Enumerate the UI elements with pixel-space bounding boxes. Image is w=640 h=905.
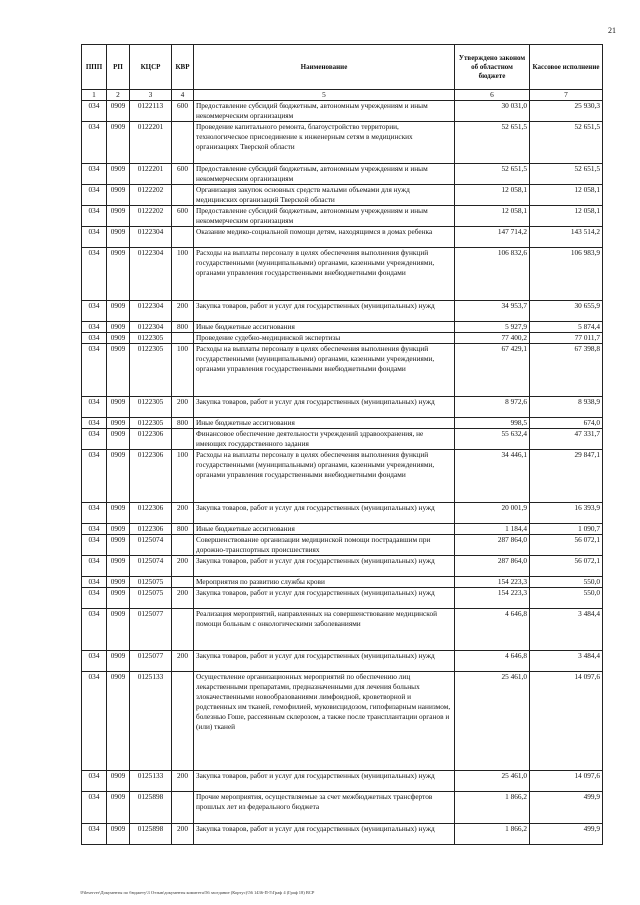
cell-approved: 12 058,1: [455, 185, 530, 206]
cell-ppp: 034: [82, 771, 107, 792]
cell-kvr: 200: [172, 771, 194, 792]
cell-rz: 0909: [107, 397, 130, 418]
cell-executed: 29 847,1: [530, 450, 603, 503]
cell-name: Мероприятия по развитию службы крови: [194, 577, 455, 588]
table-row: [82, 101, 603, 122]
cell-kcsr: 0122202: [130, 185, 172, 206]
cell-ppp: 034: [82, 503, 107, 524]
cell-kcsr: 0122304: [130, 322, 172, 333]
cell-kvr: 600: [172, 164, 194, 185]
cell-rz: 0909: [107, 344, 130, 397]
cell-executed: 67 398,8: [530, 344, 603, 397]
cell-rz: 0909: [107, 450, 130, 503]
cell-kvr: [172, 185, 194, 206]
cell-ppp: 034: [82, 185, 107, 206]
table-row: [82, 248, 603, 301]
cell-name: Расходы на выплаты персоналу в целях обеспечения выполнения функций государственными (муниципальными) органами, казенными учреждениями, органами управления государственными внебюджетными фондами: [194, 344, 455, 397]
table-row: [82, 450, 603, 503]
column-number-row: [82, 90, 603, 101]
cell-ppp: 034: [82, 450, 107, 503]
cell-kcsr: 0122202: [130, 206, 172, 227]
header-kvr: КВР: [172, 45, 194, 90]
cell-ppp: 034: [82, 651, 107, 672]
cell-rz: 0909: [107, 792, 130, 824]
cell-name: Иные бюджетные ассигнования: [194, 418, 455, 429]
cell-kvr: 100: [172, 450, 194, 503]
cell-executed: 56 072,1: [530, 535, 603, 556]
cell-approved: 147 714,2: [455, 227, 530, 248]
column-number: 1: [82, 90, 107, 101]
cell-ppp: 034: [82, 588, 107, 609]
cell-approved: 1 866,2: [455, 824, 530, 845]
cell-executed: 499,9: [530, 792, 603, 824]
cell-rz: 0909: [107, 524, 130, 535]
cell-name: Закупка товаров, работ и услуг для государственных (муниципальных) нужд: [194, 556, 455, 577]
cell-executed: 1 090,7: [530, 524, 603, 535]
header-approved: Утверждено законом об областном бюджете: [455, 45, 530, 90]
table-row: [82, 771, 603, 792]
cell-executed: 52 651,5: [530, 122, 603, 164]
cell-executed: 143 514,2: [530, 227, 603, 248]
table-row: [82, 535, 603, 556]
cell-approved: 1 184,4: [455, 524, 530, 535]
cell-rz: 0909: [107, 301, 130, 322]
column-number: 4: [172, 90, 194, 101]
table-row: [82, 333, 603, 344]
table-row: [82, 672, 603, 771]
cell-rz: 0909: [107, 577, 130, 588]
cell-kcsr: 0122201: [130, 122, 172, 164]
cell-kcsr: 0125077: [130, 651, 172, 672]
cell-kcsr: 0125074: [130, 535, 172, 556]
cell-kvr: 100: [172, 344, 194, 397]
cell-ppp: 034: [82, 397, 107, 418]
cell-kvr: [172, 429, 194, 450]
cell-name: Закупка товаров, работ и услуг для государственных (муниципальных) нужд: [194, 824, 455, 845]
cell-kcsr: 0122304: [130, 248, 172, 301]
cell-approved: 34 446,1: [455, 450, 530, 503]
table-row: [82, 588, 603, 609]
cell-approved: 55 632,4: [455, 429, 530, 450]
table-row: [82, 524, 603, 535]
cell-kvr: [172, 333, 194, 344]
cell-approved: 25 461,0: [455, 672, 530, 771]
cell-kcsr: 0122304: [130, 227, 172, 248]
cell-kvr: 600: [172, 206, 194, 227]
table-body: [82, 101, 603, 845]
cell-executed: 5 874,4: [530, 322, 603, 333]
cell-ppp: 034: [82, 227, 107, 248]
cell-kcsr: 0122305: [130, 344, 172, 397]
cell-kvr: 800: [172, 524, 194, 535]
column-number: 6: [455, 90, 530, 101]
header-name: Наименование: [194, 45, 455, 90]
cell-kvr: 200: [172, 503, 194, 524]
cell-ppp: 034: [82, 122, 107, 164]
cell-name: Реализация мероприятий, направленных на совершенствование медицинской помощи больным с онкологическими заболеваниями: [194, 609, 455, 651]
cell-ppp: 034: [82, 248, 107, 301]
cell-kcsr: 0125898: [130, 824, 172, 845]
cell-name: Проведение судебно-медицинской экспертизы: [194, 333, 455, 344]
cell-ppp: 034: [82, 206, 107, 227]
cell-approved: 8 972,6: [455, 397, 530, 418]
cell-kvr: 600: [172, 101, 194, 122]
cell-name: Закупка товаров, работ и услуг для государственных (муниципальных) нужд: [194, 301, 455, 322]
cell-rz: 0909: [107, 588, 130, 609]
cell-approved: 52 651,5: [455, 122, 530, 164]
cell-ppp: 034: [82, 524, 107, 535]
table-row: [82, 164, 603, 185]
table-row: [82, 577, 603, 588]
cell-ppp: 034: [82, 301, 107, 322]
cell-executed: 3 484,4: [530, 651, 603, 672]
cell-ppp: 034: [82, 672, 107, 771]
cell-approved: 287 864,0: [455, 556, 530, 577]
cell-approved: 4 646,8: [455, 651, 530, 672]
header-rz: РП: [107, 45, 130, 90]
cell-executed: 499,9: [530, 824, 603, 845]
cell-kcsr: 0122306: [130, 450, 172, 503]
cell-ppp: 034: [82, 333, 107, 344]
cell-approved: 154 223,3: [455, 588, 530, 609]
budget-table: [81, 44, 603, 845]
table-row: [82, 418, 603, 429]
header-kcsr: КЦСР: [130, 45, 172, 90]
cell-rz: 0909: [107, 122, 130, 164]
cell-name: Организация закупок основных средств малыми объемами для нужд медицинских организаций Тверской области: [194, 185, 455, 206]
cell-approved: 25 461,0: [455, 771, 530, 792]
cell-name: Закупка товаров, работ и услуг для государственных (муниципальных) нужд: [194, 651, 455, 672]
cell-ppp: 034: [82, 609, 107, 651]
cell-executed: 16 393,9: [530, 503, 603, 524]
cell-name: Иные бюджетные ассигнования: [194, 524, 455, 535]
cell-name: Закупка товаров, работ и услуг для государственных (муниципальных) нужд: [194, 503, 455, 524]
table-row: [82, 609, 603, 651]
cell-rz: 0909: [107, 556, 130, 577]
cell-kvr: 200: [172, 588, 194, 609]
cell-name: Закупка товаров, работ и услуг для государственных (муниципальных) нужд: [194, 397, 455, 418]
cell-name: Предоставление субсидий бюджетным, автономным учреждениям и иным некоммерческим организациям: [194, 164, 455, 185]
column-number: 7: [530, 90, 603, 101]
cell-ppp: 034: [82, 101, 107, 122]
cell-kcsr: 0125075: [130, 577, 172, 588]
cell-name: Закупка товаров, работ и услуг для государственных (муниципальных) нужд: [194, 771, 455, 792]
table-row: [82, 206, 603, 227]
cell-kvr: [172, 609, 194, 651]
cell-executed: 3 484,4: [530, 609, 603, 651]
cell-kvr: [172, 535, 194, 556]
cell-kcsr: 0125074: [130, 556, 172, 577]
cell-kvr: [172, 577, 194, 588]
cell-kvr: 800: [172, 322, 194, 333]
cell-kcsr: 0122113: [130, 101, 172, 122]
cell-ppp: 034: [82, 322, 107, 333]
cell-kcsr: 0122201: [130, 164, 172, 185]
cell-approved: 20 001,9: [455, 503, 530, 524]
cell-approved: 12 058,1: [455, 206, 530, 227]
cell-name: Проведение капитального ремонта, благоустройство территории, технологическое присоединение к инженерным сетям в медицинских организациях Тверской области: [194, 122, 455, 164]
cell-approved: 998,5: [455, 418, 530, 429]
table-row: [82, 322, 603, 333]
header-ppp: ППП: [82, 45, 107, 90]
cell-rz: 0909: [107, 824, 130, 845]
cell-name: Оказание медико-социальной помощи детям, находящимся в домах ребенка: [194, 227, 455, 248]
cell-executed: 8 938,9: [530, 397, 603, 418]
cell-kvr: 200: [172, 301, 194, 322]
cell-ppp: 034: [82, 418, 107, 429]
cell-approved: 1 866,2: [455, 792, 530, 824]
table-row: [82, 227, 603, 248]
column-number: 2: [107, 90, 130, 101]
cell-executed: 56 072,1: [530, 556, 603, 577]
cell-ppp: 034: [82, 535, 107, 556]
cell-kcsr: 0125133: [130, 672, 172, 771]
table-row: [82, 122, 603, 164]
column-number: 5: [194, 90, 455, 101]
cell-ppp: 034: [82, 556, 107, 577]
cell-name: Предоставление субсидий бюджетным, автономным учреждениям и иным некоммерческим организациям: [194, 206, 455, 227]
column-number: 3: [130, 90, 172, 101]
cell-executed: 106 983,9: [530, 248, 603, 301]
cell-kcsr: 0125898: [130, 792, 172, 824]
cell-kcsr: 0125077: [130, 609, 172, 651]
cell-executed: 30 655,9: [530, 301, 603, 322]
cell-rz: 0909: [107, 535, 130, 556]
cell-rz: 0909: [107, 503, 130, 524]
footer-path: \Fileserver\Документы по бюджету\3 Отзыв\документы комитета\56 заседание (Кортус)\56 1436-П-5\Граф 4 (Граф 18) ВСР: [80, 890, 315, 895]
cell-kvr: 200: [172, 824, 194, 845]
cell-approved: 30 031,0: [455, 101, 530, 122]
cell-name: Расходы на выплаты персоналу в целях обеспечения выполнения функций государственными (муниципальными) органами, казенными учреждениями, органами управления государственными внебюджетными фондами: [194, 450, 455, 503]
cell-ppp: 034: [82, 164, 107, 185]
cell-rz: 0909: [107, 672, 130, 771]
cell-name: Совершенствование организации медицинской помощи пострадавшим при дорожно-транспортных происшествиях: [194, 535, 455, 556]
cell-approved: 287 864,0: [455, 535, 530, 556]
cell-name: Финансовое обеспечение деятельности учреждений здравоохранения, не имеющих государственного задания: [194, 429, 455, 450]
cell-ppp: 034: [82, 577, 107, 588]
cell-kvr: 200: [172, 556, 194, 577]
cell-kvr: 200: [172, 397, 194, 418]
cell-executed: 550,0: [530, 588, 603, 609]
cell-ppp: 034: [82, 792, 107, 824]
cell-rz: 0909: [107, 333, 130, 344]
cell-kcsr: 0122305: [130, 333, 172, 344]
cell-ppp: 034: [82, 344, 107, 397]
cell-kvr: [172, 672, 194, 771]
table-row: [82, 503, 603, 524]
cell-executed: 52 651,5: [530, 164, 603, 185]
cell-name: Закупка товаров, работ и услуг для государственных (муниципальных) нужд: [194, 588, 455, 609]
cell-executed: 674,0: [530, 418, 603, 429]
cell-approved: 77 400,2: [455, 333, 530, 344]
cell-rz: 0909: [107, 248, 130, 301]
cell-executed: 12 058,1: [530, 206, 603, 227]
cell-kcsr: 0122305: [130, 418, 172, 429]
cell-kcsr: 0122306: [130, 429, 172, 450]
cell-kcsr: 0122306: [130, 524, 172, 535]
cell-approved: 52 651,5: [455, 164, 530, 185]
cell-rz: 0909: [107, 322, 130, 333]
cell-name: Прочие мероприятия, осуществляемые за счет межбюджетных трансфертов прошлых лет из федерального бюджета: [194, 792, 455, 824]
cell-kvr: 200: [172, 651, 194, 672]
cell-rz: 0909: [107, 101, 130, 122]
table-row: [82, 344, 603, 397]
cell-kvr: [172, 227, 194, 248]
cell-executed: 77 011,7: [530, 333, 603, 344]
table-row: [82, 397, 603, 418]
cell-kvr: [172, 792, 194, 824]
cell-kvr: 100: [172, 248, 194, 301]
header-executed: Кассовое исполнение: [530, 45, 603, 90]
cell-approved: 154 223,3: [455, 577, 530, 588]
cell-kcsr: 0122304: [130, 301, 172, 322]
table-row: [82, 429, 603, 450]
table-row: [82, 651, 603, 672]
cell-name: Осуществление организационных мероприятий по обеспечению лиц лекарственными препаратами, предназначенными для лечения больных злокачественными новообразованиями лимфоидной, кроветворной и родственных им тканей, гемофилией, муковисцидозом, гипофизарным нанизмом, болезнью Гоше, рассеянным склерозом, а также после трансплантации органов и (или) тканей: [194, 672, 455, 771]
cell-approved: 106 832,6: [455, 248, 530, 301]
cell-executed: 47 331,7: [530, 429, 603, 450]
cell-kvr: 800: [172, 418, 194, 429]
cell-approved: 5 927,9: [455, 322, 530, 333]
cell-name: Расходы на выплаты персоналу в целях обеспечения выполнения функций государственными (муниципальными) органами, казенными учреждениями, органами управления государственными внебюджетными фондами: [194, 248, 455, 301]
cell-kcsr: 0125075: [130, 588, 172, 609]
cell-executed: 550,0: [530, 577, 603, 588]
table-row: [82, 556, 603, 577]
cell-ppp: 034: [82, 824, 107, 845]
cell-executed: 12 058,1: [530, 185, 603, 206]
cell-rz: 0909: [107, 206, 130, 227]
header-row: [82, 45, 603, 90]
cell-approved: 67 429,1: [455, 344, 530, 397]
cell-kcsr: 0122306: [130, 503, 172, 524]
cell-executed: 14 097,6: [530, 771, 603, 792]
table-row: [82, 185, 603, 206]
cell-kcsr: 0125133: [130, 771, 172, 792]
cell-rz: 0909: [107, 609, 130, 651]
cell-approved: 4 646,8: [455, 609, 530, 651]
cell-rz: 0909: [107, 418, 130, 429]
table-row: [82, 792, 603, 824]
cell-rz: 0909: [107, 164, 130, 185]
table-row: [82, 301, 603, 322]
cell-rz: 0909: [107, 429, 130, 450]
cell-executed: 25 930,3: [530, 101, 603, 122]
page-number: 21: [608, 26, 616, 35]
cell-kcsr: 0122305: [130, 397, 172, 418]
cell-ppp: 034: [82, 429, 107, 450]
cell-name: Иные бюджетные ассигнования: [194, 322, 455, 333]
cell-rz: 0909: [107, 185, 130, 206]
cell-rz: 0909: [107, 651, 130, 672]
cell-name: Предоставление субсидий бюджетным, автономным учреждениям и иным некоммерческим организациям: [194, 101, 455, 122]
cell-approved: 34 953,7: [455, 301, 530, 322]
cell-executed: 14 097,6: [530, 672, 603, 771]
cell-rz: 0909: [107, 227, 130, 248]
table-row: [82, 824, 603, 845]
cell-kvr: [172, 122, 194, 164]
cell-rz: 0909: [107, 771, 130, 792]
